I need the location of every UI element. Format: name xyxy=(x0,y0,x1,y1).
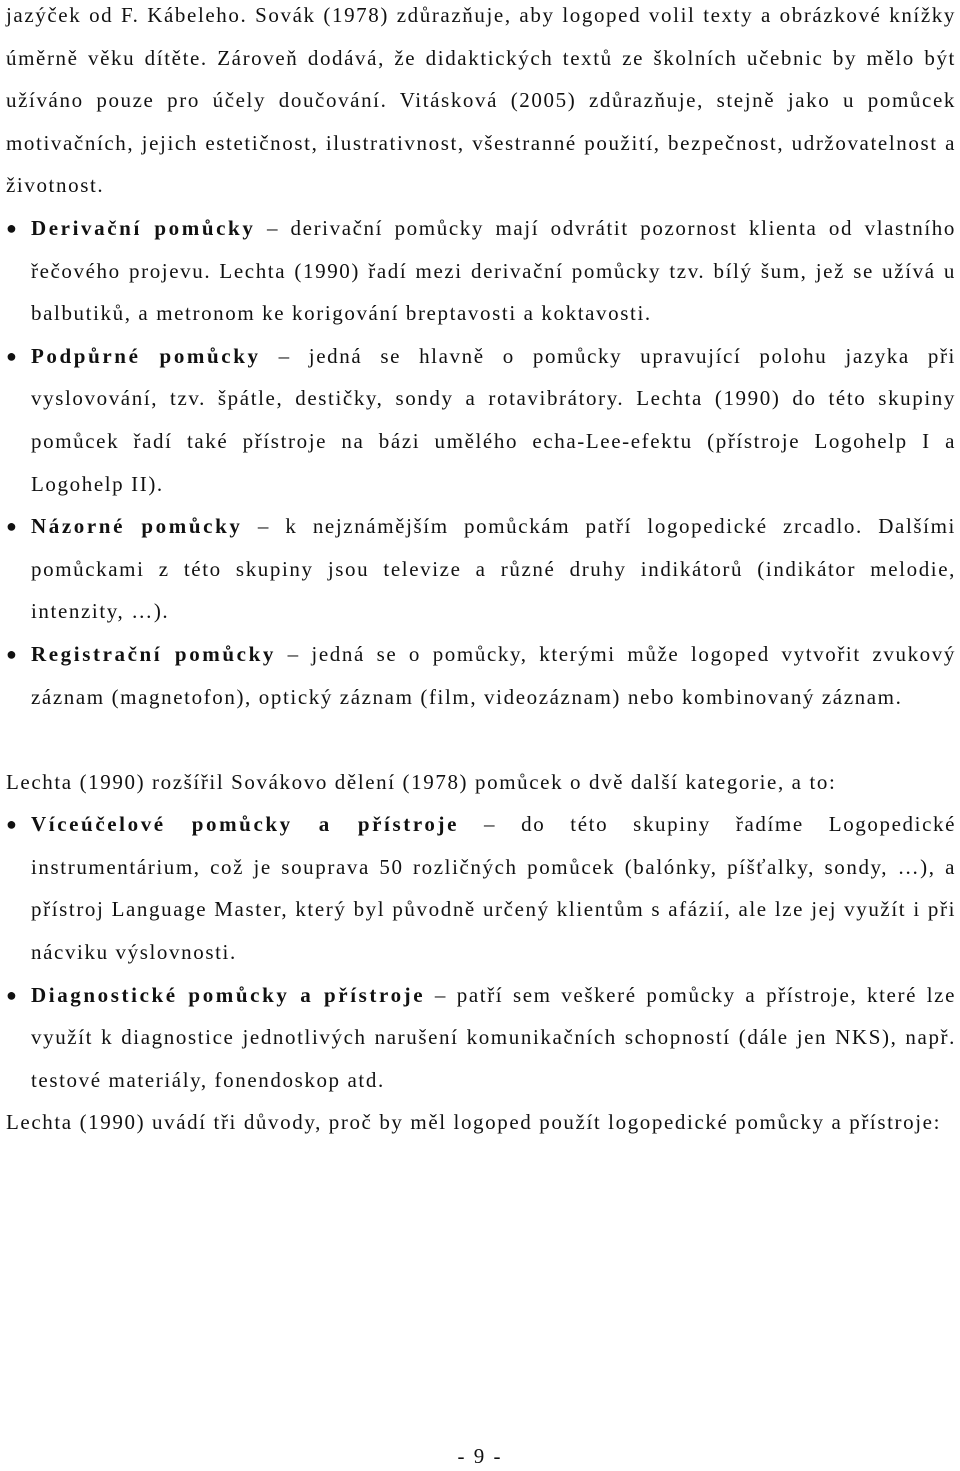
bullet-icon: ● xyxy=(6,643,19,664)
page-number: - 9 - xyxy=(457,1444,503,1468)
document-page xyxy=(6,0,956,1144)
list-item-text: – do této skupiny řadíme Logopedické instrumentárium, což je souprava 50 rozličných pomůcek (balónky, píšťalky, sondy, …), a přístroj Language Master, který byl původně určený klientům s afázií, ale lze jej využít i při nácviku výslovnosti. xyxy=(31,812,957,965)
list-item-term: Registrační pomůcky xyxy=(31,641,276,666)
list-item-text: – patří sem veškeré pomůcky a přístroje, které lze využít k diagnostice jednotlivých narušení komunikačních schopností (dále jen NKS), např. testové materiály, fonendoskop atd. xyxy=(31,982,956,1092)
bullet-icon: ● xyxy=(6,984,19,1005)
list-item-term: Podpůrné pomůcky xyxy=(31,343,261,368)
list-item-text: – derivační pomůcky mají odvrátit pozornost klienta od vlastního řečového projevu. Lechta (1990) řadí mezi derivační pomůcky tzv. bílý šum, jež se užívá u balbutiků, a metronom ke korigování breptavosti a koktavosti. xyxy=(31,215,956,326)
bullet-icon: ● xyxy=(6,516,19,537)
list-item-podpurne xyxy=(6,335,956,505)
bullet-icon: ● xyxy=(6,814,19,835)
additional-categories-list xyxy=(6,803,956,1101)
closing-paragraph: Lechta (1990) uvádí tři důvody, proč by měl logoped použít logopedické pomůcky a přístroje: xyxy=(6,1110,942,1135)
list-item-text: – jedná se hlavně o pomůcky upravující polohu jazyka při vyslovování, tzv. špátle, destičky, sondy a rotavibrátory. Lechta (1990) do této skupiny pomůcek řadí také přístroje na bázi umělého echa-Lee-efektu (přístroje Logohelp I a Logohelp II). xyxy=(31,343,956,496)
list-item-nazorne xyxy=(6,505,956,633)
bullet-icon: ● xyxy=(6,217,19,238)
list-item-derivacni xyxy=(6,207,956,335)
list-item-term: Derivační pomůcky xyxy=(31,215,256,240)
list-item-text: – jedná se o pomůcky, kterými může logoped vytvořit zvukový záznam (magnetofon), optický záznam (film, videozáznam) nebo kombinovaný záznam. xyxy=(31,641,956,709)
bullet-icon: ● xyxy=(6,345,19,366)
spacer xyxy=(6,718,956,761)
list-item-term: Názorné pomůcky xyxy=(31,514,243,539)
list-item-text: – k nejznámějším pomůckám patří logopedické zrcadlo. Dalšími pomůckami z této skupiny jsou televize a různé druhy indikátorů (indikátor melodie, intenzity, …). xyxy=(31,514,956,624)
list-item-term: Diagnostické pomůcky a přístroje xyxy=(31,982,426,1007)
list-item-diagnosticke xyxy=(6,974,956,1102)
list-item-viceucelove xyxy=(6,803,956,973)
lechta-paragraph: Lechta (1990) rozšířil Sovákovo dělení (1978) pomůcek o dvě další kategorie, a to: xyxy=(6,769,837,794)
aid-categories-list xyxy=(6,207,956,718)
list-item-registracni xyxy=(6,633,956,718)
list-item-term: Víceúčelové pomůcky a přístroje xyxy=(31,812,460,837)
intro-paragraph: jazýček od F. Kábeleho. Sovák (1978) zdůrazňuje, aby logoped volil texty a obrázkové knížky úměrně věku dítěte. Zároveň dodává, že didaktických textů ze školních učebnic by mělo být užíváno pouze pro účely doučování. Vitásková (2005) zdůrazňuje, stejně jako u pomůcek motivačních, jejich estetičnost, ilustrativnost, všestranné použití, bezpečnost, udržovatelnost a životnost. xyxy=(6,3,956,198)
